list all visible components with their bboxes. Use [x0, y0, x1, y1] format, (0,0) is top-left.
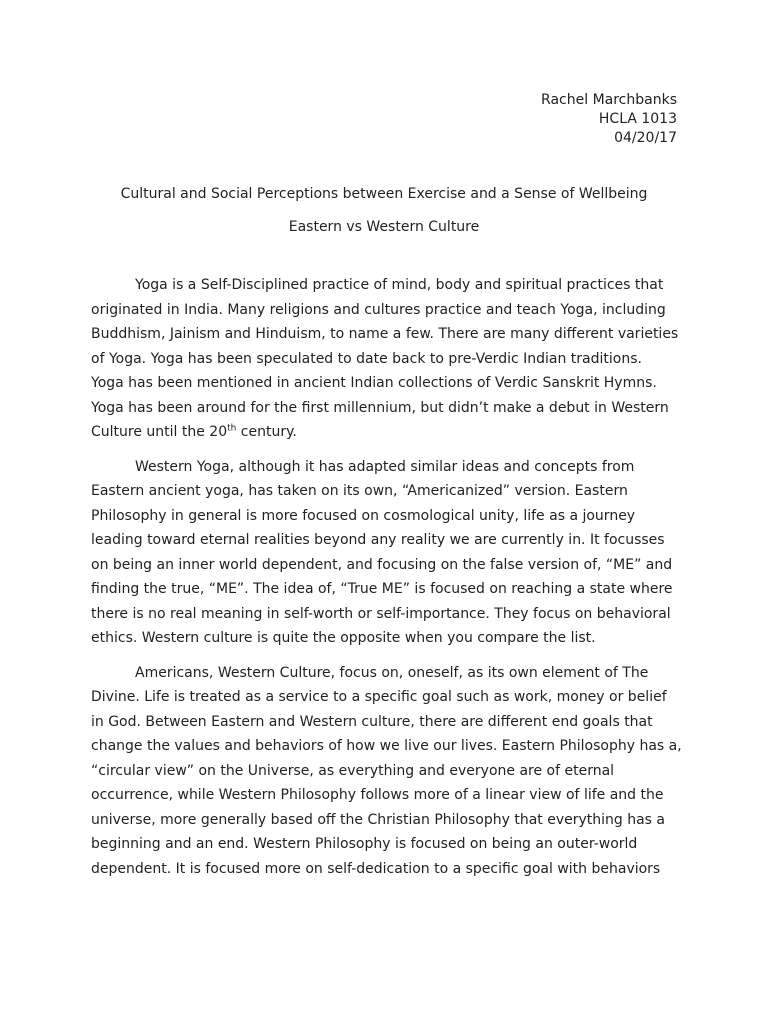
- header-block: [541, 91, 677, 148]
- paragraph-line: Western Yoga, although it has adapted similar ideas and concepts from: [135, 458, 635, 475]
- paragraph-3: [91, 661, 691, 882]
- ordinal-suffix: th: [227, 423, 237, 434]
- paragraph-line: ethics. Western culture is quite the opposite when you compare the list.: [91, 630, 596, 646]
- paragraph-line: beginning and an end. Western Philosophy is focused on being an outer-world: [91, 836, 638, 852]
- paragraph-line: Americans, Western Culture, focus on, oneself, as its own element of The: [135, 664, 649, 681]
- paragraph-line: Buddhism, Jainism and Hinduism, to name a few. There are many different varieties: [91, 326, 679, 342]
- document-subtitle: Eastern vs Western Culture: [288, 219, 480, 235]
- paragraph-line: change the values and behaviors of how we live our lives. Eastern Philosophy has a,: [91, 738, 682, 754]
- paragraph-line: of Yoga. Yoga has been speculated to date back to pre-Verdic Indian traditions.: [91, 350, 642, 367]
- paragraph-line: in God. Between Eastern and Western culture, there are different end goals that: [91, 713, 653, 730]
- paragraph-line: occurrence, while Western Philosophy follows more of a linear view of life and the: [91, 787, 664, 803]
- body-text: [91, 273, 691, 891]
- paragraph-line: universe, more generally based off the Christian Philosophy that everything has a: [91, 811, 665, 828]
- paragraph-line: Eastern ancient yoga, has taken on its own, “Americanized” version. Eastern: [91, 483, 628, 499]
- paragraph-line: Yoga has been mentioned in ancient Indian collections of Verdic Sanskrit Hymns.: [91, 375, 657, 391]
- paragraph-line: Philosophy in general is more focused on cosmological unity, life as a journey: [91, 507, 636, 524]
- paragraph-line: leading toward eternal realities beyond any reality we are currently in. It focusses: [91, 532, 665, 548]
- paragraph-line: Yoga has been around for the first millennium, but didn’t make a debut in Western: [91, 399, 669, 416]
- paragraph-line: finding the true, “ME”. The idea of, “True ME” is focused on reaching a state where: [91, 581, 673, 597]
- paragraph-1: [91, 273, 691, 445]
- paragraph-line: dependent. It is focused more on self-dedication to a specific goal with behaviors: [91, 860, 661, 877]
- line-text: Culture until the 20: [91, 424, 228, 440]
- paragraph-line: [91, 420, 691, 445]
- paragraph-2: [91, 455, 691, 651]
- author-name: Rachel Marchbanks: [541, 92, 677, 108]
- title-block: [0, 185, 768, 237]
- document-title: Cultural and Social Perceptions between Exercise and a Sense of Wellbeing: [120, 186, 648, 202]
- line-text: century.: [236, 424, 297, 440]
- paragraph-line: originated in India. Many religions and cultures practice and teach Yoga, including: [91, 301, 666, 318]
- paragraph-line: on being an inner world dependent, and focusing on the false version of, “ME” and: [91, 556, 673, 573]
- paragraph-line: there is no real meaning in self-worth or self-importance. They focus on behavioral: [91, 605, 671, 622]
- paragraph-line: Yoga is a Self-Disciplined practice of mind, body and spiritual practices that: [135, 277, 664, 293]
- document-date: 04/20/17: [614, 130, 677, 146]
- paragraph-line: “circular view” on the Universe, as everything and everyone are of eternal: [91, 762, 615, 779]
- paragraph-line: Divine. Life is treated as a service to a specific goal such as work, money or belief: [91, 689, 667, 705]
- course-code: HCLA 1013: [598, 111, 677, 127]
